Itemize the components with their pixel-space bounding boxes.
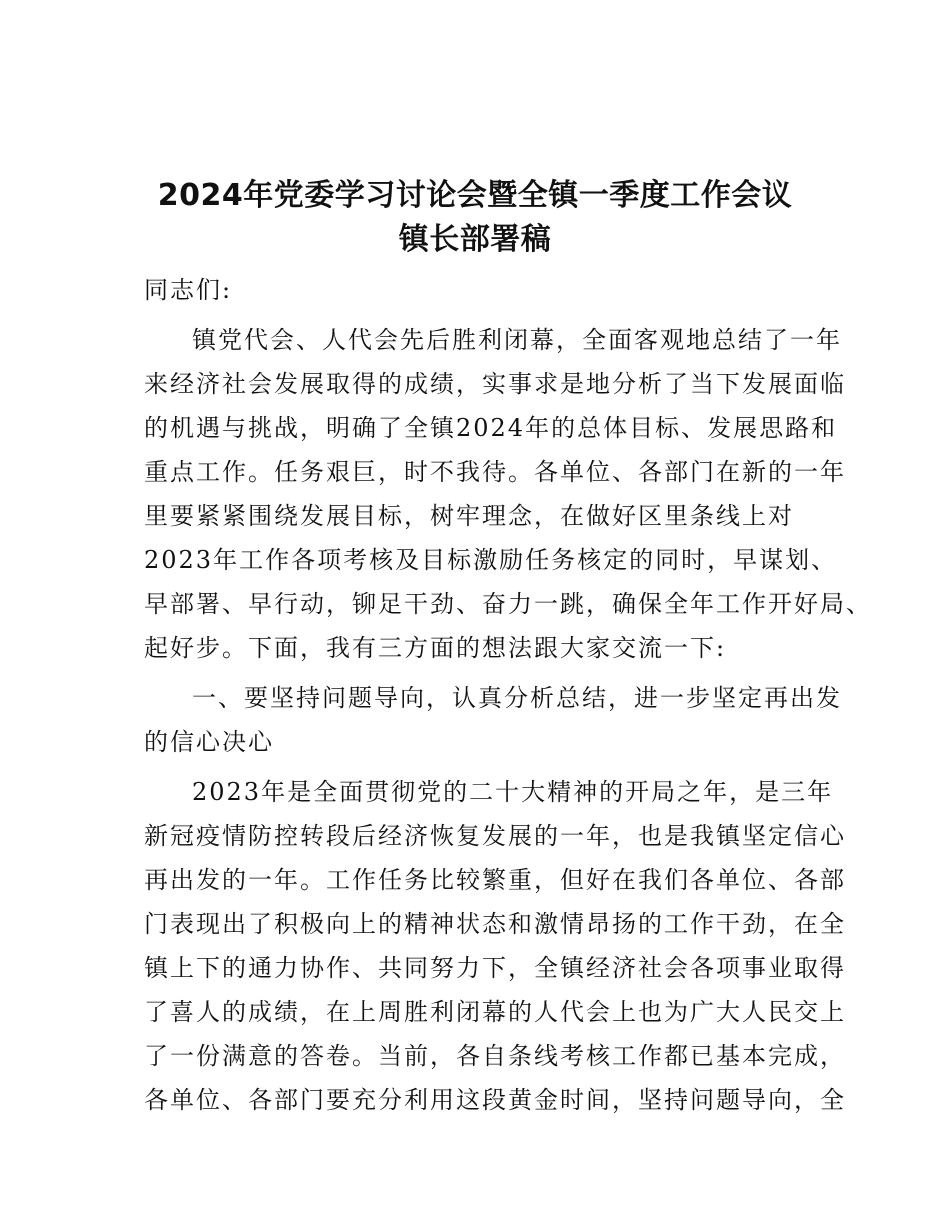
body-line: 了一份满意的答卷。当前，各自条线考核工作都已基本完成， — [144, 1042, 846, 1070]
body-line: 重点工作。任务艰巨，时不我待。各单位、各部门在新的一年 — [144, 458, 846, 486]
body-line: 2023年工作各项考核及目标激励任务核定的同时，早谋划、 — [144, 546, 838, 574]
body-line: 起好步。下面，我有三方面的想法跟大家交流一下: — [144, 634, 727, 662]
body-line: 了喜人的成绩，在上周胜利闭幕的人代会上也为广大人民交上 — [144, 998, 846, 1026]
section-heading-line: 的信心决心 — [144, 728, 274, 756]
document-title-line-2: 镇长部署稿 — [398, 222, 552, 257]
body-line: 2023年是全面贯彻党的二十大精神的开局之年，是三年 — [192, 778, 834, 806]
body-line: 早部署、早行动，铆足干劲、奋力一跳，确保全年工作开好局、 — [144, 590, 872, 618]
body-line: 来经济社会发展取得的成绩，实事求是地分析了当下发展面临 — [144, 370, 846, 398]
body-line: 镇上下的通力协作、共同努力下，全镇经济社会各项事业取得 — [144, 954, 846, 982]
body-line: 各单位、各部门要充分利用这段黄金时间，坚持问题导向，全 — [144, 1086, 846, 1114]
body-line: 的机遇与挑战，明确了全镇2024年的总体目标、发展思路和 — [144, 414, 838, 442]
body-line: 再出发的一年。工作任务比较繁重，但好在我们各单位、各部 — [144, 866, 846, 894]
section-heading-line: 一、要坚持问题导向，认真分析总结，进一步坚定再出发 — [192, 684, 842, 712]
salutation: 同志们: — [144, 276, 233, 304]
body-line: 门表现出了积极向上的精神状态和激情昂扬的工作干劲，在全 — [144, 910, 846, 938]
body-line: 镇党代会、人代会先后胜利闭幕，全面客观地总结了一年 — [192, 326, 842, 354]
document-title-line-1: 2024年党委学习讨论会暨全镇一季度工作会议 — [157, 178, 793, 213]
body-line: 里要紧紧围绕发展目标，树牢理念，在做好区里条线上对 — [144, 502, 794, 530]
body-line: 新冠疫情防控转段后经济恢复发展的一年，也是我镇坚定信心 — [144, 822, 846, 850]
